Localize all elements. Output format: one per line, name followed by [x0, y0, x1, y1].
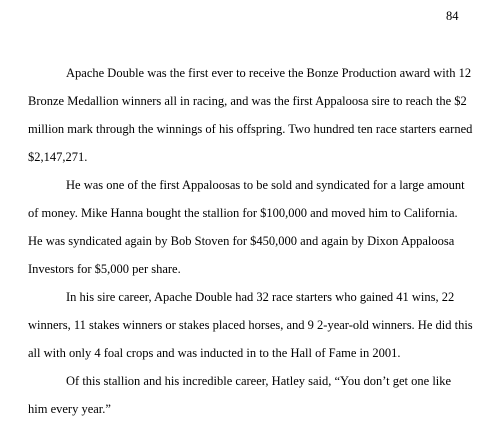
paragraph-2-line-2: of money. Mike Hanna bought the stallion for $100,000 and moved him to California. — [28, 206, 458, 220]
paragraph-2-line-3: He was syndicated again by Bob Stoven for $450,000 and again by Dixon Appaloosa — [28, 234, 455, 248]
paragraph-3-line-2: winners, 11 stakes winners or stakes placed horses, and 9 2-year-old winners. He did this — [28, 318, 473, 332]
paragraph-3-line-3: all with only 4 foal crops and was inducted in to the Hall of Fame in 2001. — [28, 346, 401, 360]
paragraph-1-line-4: $2,147,271. — [28, 150, 88, 164]
paragraph-3-line-1: In his sire career, Apache Double had 32 race starters who gained 41 wins, 22 — [66, 290, 455, 304]
paragraph-1-line-1: Apache Double was the first ever to receive the Bonze Production award with 12 — [66, 66, 472, 80]
paragraph-4-line-2: him every year.” — [28, 402, 111, 416]
paragraph-1-line-3: million mark through the winnings of his offspring. Two hundred ten race starters earned — [28, 122, 473, 136]
page-number: 84 — [446, 9, 459, 23]
paragraph-2-line-4: Investors for $5,000 per share. — [28, 262, 181, 276]
paragraph-4-line-1: Of this stallion and his incredible career, Hatley said, “You don’t get one like — [66, 374, 452, 388]
paragraph-1-line-2: Bronze Medallion winners all in racing, and was the first Appaloosa sire to reach the $2 — [28, 94, 467, 108]
paragraph-2-line-1: He was one of the first Appaloosas to be sold and syndicated for a large amount — [66, 178, 465, 192]
